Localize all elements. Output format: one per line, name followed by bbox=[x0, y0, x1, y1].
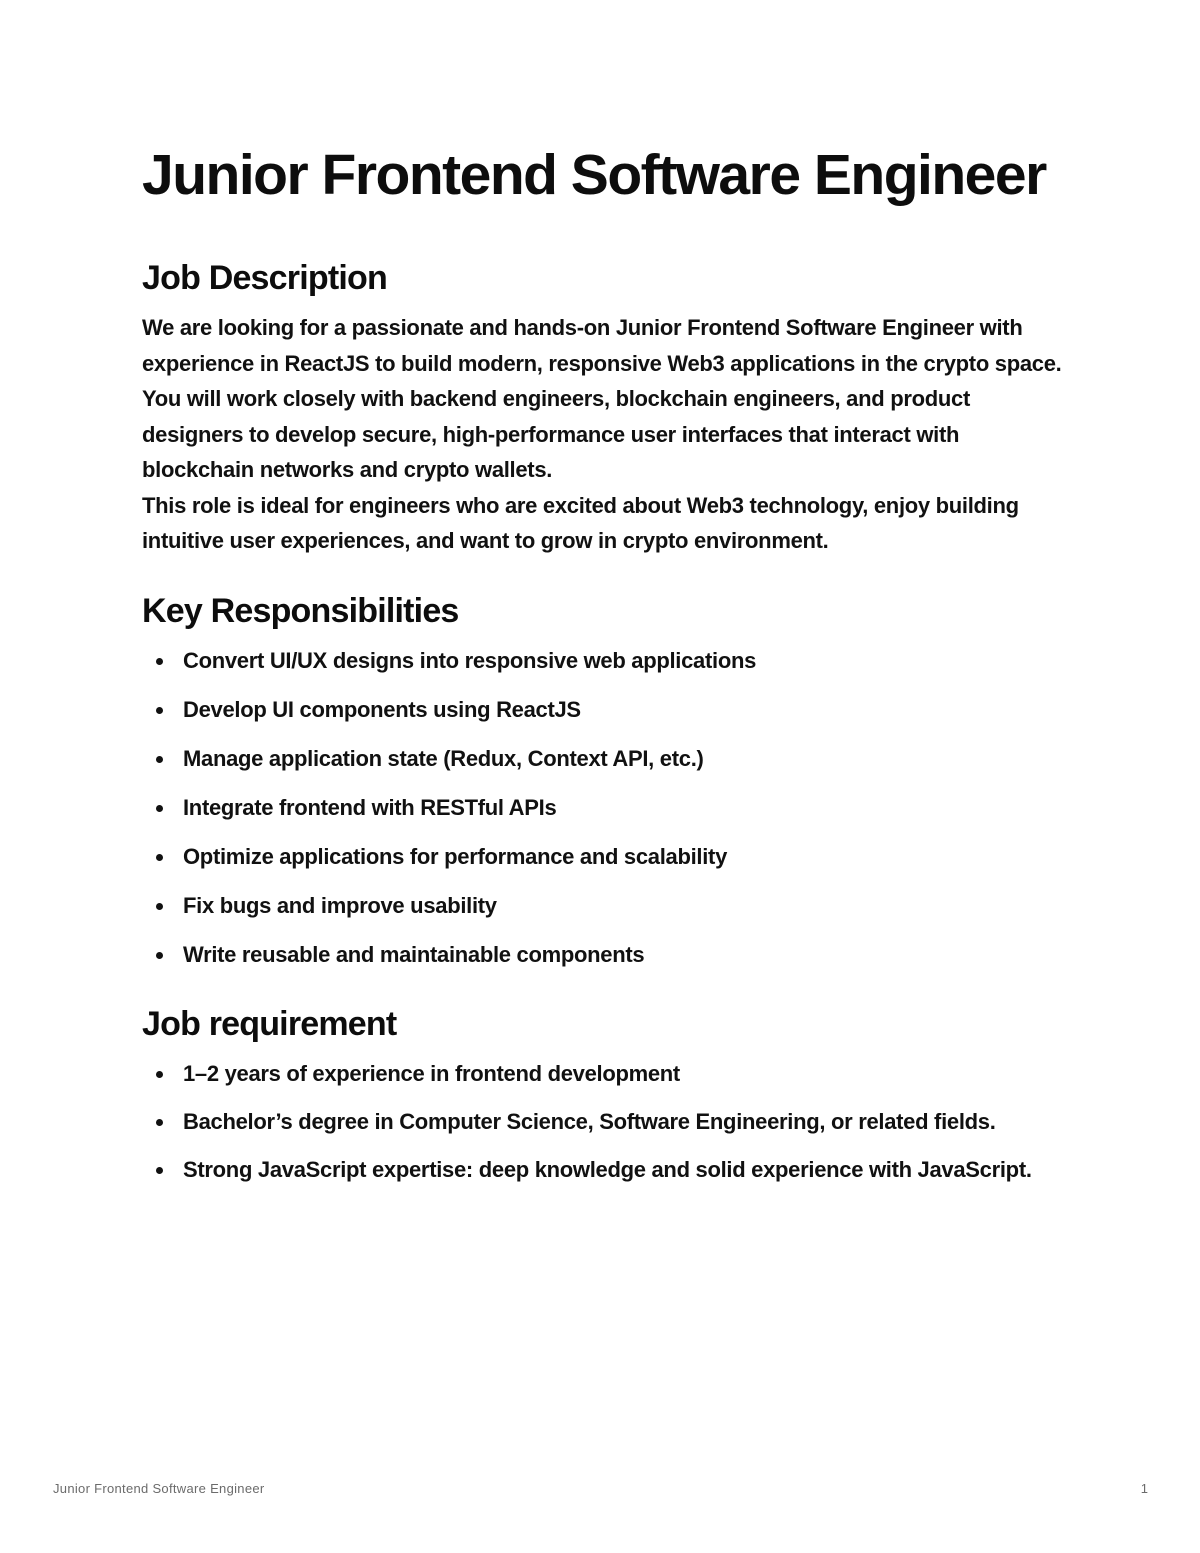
bullet-icon bbox=[156, 805, 163, 812]
list-item-text: Bachelor’s degree in Computer Science, Software Engineering, or related fields. bbox=[183, 1108, 996, 1134]
description-paragraph: You will work closely with backend engineers, blockchain engineers, and product designers to develop secure, high-performance user interfaces that interact with blockchain networks and crypto wallets. bbox=[142, 386, 970, 482]
job-description-section bbox=[142, 256, 1062, 559]
document-title: Junior Frontend Software Engineer bbox=[142, 143, 1046, 207]
list-item-text: Optimize applications for performance and scalability bbox=[183, 843, 728, 869]
list-item bbox=[142, 888, 1062, 923]
list-item-text: Strong JavaScript expertise: deep knowledge and solid experience with JavaScript. bbox=[183, 1156, 1032, 1182]
bullet-icon bbox=[156, 756, 163, 763]
list-item bbox=[142, 937, 1062, 972]
list-item bbox=[142, 839, 1062, 874]
list-item bbox=[142, 790, 1062, 825]
list-item bbox=[142, 692, 1062, 727]
requirements-heading: Job requirement bbox=[142, 1004, 397, 1043]
responsibilities-section bbox=[142, 589, 1062, 972]
requirements-section bbox=[142, 1002, 1062, 1187]
bullet-icon bbox=[156, 707, 163, 714]
footer-page-number: 1 bbox=[1140, 1481, 1148, 1496]
list-item-text: Develop UI components using ReactJS bbox=[183, 696, 581, 722]
list-item bbox=[142, 1152, 1062, 1187]
list-item-text: 1–2 years of experience in frontend development bbox=[183, 1060, 680, 1086]
list-item-text: Write reusable and maintainable components bbox=[183, 941, 645, 967]
document-body bbox=[142, 140, 1062, 1200]
bullet-icon bbox=[156, 1071, 163, 1078]
bullet-icon bbox=[156, 1119, 163, 1126]
list-item bbox=[142, 741, 1062, 776]
description-paragraph: We are looking for a passionate and hands-on Junior Frontend Software Engineer with experience in ReactJS to build modern, responsive Web3 applications in the crypto space. bbox=[142, 315, 1062, 376]
bullet-icon bbox=[156, 1167, 163, 1174]
bullet-icon bbox=[156, 952, 163, 959]
responsibilities-list bbox=[142, 643, 1062, 972]
job-description-heading: Job Description bbox=[142, 259, 387, 297]
list-item-text: Fix bugs and improve usability bbox=[183, 892, 497, 918]
list-item-text: Integrate frontend with RESTful APIs bbox=[183, 794, 557, 820]
bullet-icon bbox=[156, 658, 163, 665]
list-item bbox=[142, 643, 1062, 678]
description-paragraph: This role is ideal for engineers who are excited about Web3 technology, enjoy building intuitive user experiences, and want to grow in crypto environment. bbox=[142, 492, 1019, 553]
bullet-icon bbox=[156, 854, 163, 861]
list-item bbox=[142, 1104, 1062, 1139]
requirements-list bbox=[142, 1056, 1062, 1187]
list-item bbox=[142, 1056, 1062, 1091]
bullet-icon bbox=[156, 903, 163, 910]
list-item-text: Convert UI/UX designs into responsive web applications bbox=[183, 647, 757, 673]
responsibilities-heading: Key Responsibilities bbox=[142, 591, 459, 630]
list-item-text: Manage application state (Redux, Context API, etc.) bbox=[183, 745, 704, 771]
footer-document-name: Junior Frontend Software Engineer bbox=[53, 1481, 265, 1496]
job-description-text bbox=[142, 310, 1062, 559]
